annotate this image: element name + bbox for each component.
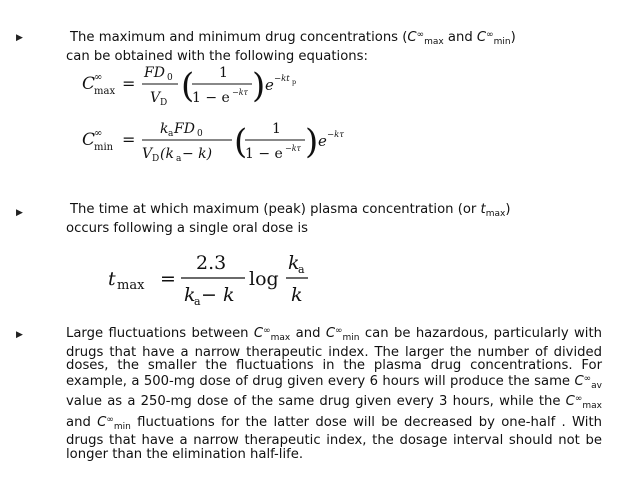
cmax-tail-e: e xyxy=(265,76,274,94)
paragraph-2 xyxy=(66,203,602,235)
cmin-den1-rest: (k xyxy=(160,146,174,162)
cmax-tail-sup: −kt xyxy=(274,74,290,84)
tmax-num2: k xyxy=(288,252,300,274)
cmin-den1-rest-sub: a xyxy=(176,154,182,164)
p3-inf3: ∞ xyxy=(583,373,592,384)
cmin-den1-tail: − k) xyxy=(182,146,213,162)
cmax-den2: 1 − e xyxy=(192,90,230,106)
tmax-den1-rest: − k xyxy=(201,284,235,306)
equation-cmin xyxy=(82,118,382,170)
cmin-rparen: ) xyxy=(305,122,319,162)
tmax-den1-sub: a xyxy=(194,295,201,308)
p2-line2: occurs following a single oral dose is xyxy=(66,220,308,236)
cmin-lhs-sub: min xyxy=(94,142,114,153)
tmax-lhs-sub: max xyxy=(117,278,145,293)
p2-close: ) xyxy=(505,202,511,217)
bullet-3-icon: ▶ xyxy=(16,330,23,340)
p1-intro: The maximum and minimum drug concentrations ( xyxy=(70,30,408,45)
cmax-num2: 1 xyxy=(219,65,228,81)
p1-min: min xyxy=(493,37,511,47)
p3-inf5: ∞ xyxy=(106,414,114,425)
cmin-num1-rest: FD xyxy=(174,121,195,137)
equation-tmax xyxy=(108,245,328,315)
cmin-lhs-c: C xyxy=(82,130,96,150)
cmax-num1-sub: 0 xyxy=(167,73,173,83)
p1-c2: C xyxy=(476,30,487,45)
cmin-num2: 1 xyxy=(272,121,281,137)
cmin-num1-sub: a xyxy=(168,129,174,139)
cmax-den1-sub: D xyxy=(160,98,168,108)
cmin-num1-k: k xyxy=(160,121,169,137)
p1-inf2: ∞ xyxy=(486,30,494,40)
p2-t: t xyxy=(480,202,486,217)
cmin-den1: V xyxy=(142,146,153,162)
p3-inf2: ∞ xyxy=(335,326,343,336)
p1-inf: ∞ xyxy=(416,30,425,40)
cmax-den2-sup: −kτ xyxy=(232,88,248,97)
tmax-den1-k: k xyxy=(184,284,196,306)
p3-text-a: Large fluctuations between xyxy=(66,326,254,341)
cmin-num1-rest-sub: 0 xyxy=(197,129,203,139)
cmin-lparen: ( xyxy=(234,122,248,162)
tmax-num2-sub: a xyxy=(298,263,305,276)
p2-max: max xyxy=(485,209,506,219)
cmax-lhs-inf: ∞ xyxy=(94,72,103,83)
paragraph-1 xyxy=(66,29,602,63)
cmin-den1-sub: D xyxy=(152,154,160,164)
p3-c2: C xyxy=(325,326,336,341)
p3-max2: max xyxy=(582,401,602,411)
cmax-tail-sup-sub: p xyxy=(292,78,297,86)
p3-and1: and xyxy=(290,326,326,341)
tmax-log: log xyxy=(249,268,279,290)
tmax-num1: 2.3 xyxy=(196,252,227,274)
p1-c: C xyxy=(407,30,417,45)
cmin-lhs-inf: ∞ xyxy=(94,128,103,139)
cmax-lhs-c: C xyxy=(82,74,96,94)
p3-inf4: ∞ xyxy=(574,394,583,404)
cmax-num1: FD xyxy=(144,65,165,81)
p3-text-b: can be hazardous, particularly with drugs that have a narrow therapeutic index. The larger the number of divided doses, the smaller the fluctuations in the plasma drug concentrations. For example, a 500-mg dose of drug given every 6 hours will produce the same xyxy=(66,326,602,389)
p1-and: and xyxy=(443,30,477,45)
bullet-2-icon: ▶ xyxy=(16,208,23,218)
p3-c3: C xyxy=(574,373,584,389)
p3-max1: max xyxy=(270,333,291,343)
bullet-1-icon: ▶ xyxy=(16,33,23,43)
cmin-eq: = xyxy=(122,130,136,149)
p2-intro: The time at which maximum (peak) plasma concentration (or xyxy=(70,202,481,217)
cmin-tail-e: e xyxy=(318,132,327,150)
paragraph-3 xyxy=(66,325,602,461)
p3-min1: min xyxy=(342,333,360,343)
cmax-eq: = xyxy=(122,74,136,93)
p3-c5: C xyxy=(97,414,107,430)
p3-inf1: ∞ xyxy=(263,326,271,336)
p3-av: av xyxy=(591,380,602,391)
cmax-lparen: ( xyxy=(181,66,195,106)
tmax-lhs-t: t xyxy=(108,268,116,290)
p3-and2: and xyxy=(66,414,98,430)
cmax-den1: V xyxy=(150,90,161,106)
p3-text-d: fluctuations for the latter dose will be decreased by one-half . With drugs that have a narrow therapeutic index, the dosage interval should not be longer than the elimination half-life. xyxy=(66,414,602,462)
cmin-den2: 1 − e xyxy=(245,146,283,162)
cmin-tail-sup: −kτ xyxy=(327,130,344,140)
equation-cmax xyxy=(82,62,362,114)
tmax-eq: = xyxy=(160,268,176,290)
cmin-den2-sup: −kτ xyxy=(285,144,301,153)
p3-c1: C xyxy=(253,326,264,341)
p3-min2: min xyxy=(113,421,131,432)
p3-c4: C xyxy=(565,394,575,409)
tmax-den2: k xyxy=(291,284,303,306)
p1-close: ) xyxy=(510,30,516,45)
cmax-lhs-sub: max xyxy=(94,86,116,97)
p3-text-c: value as a 250-mg dose of the same drug given every 3 hours, while the xyxy=(66,394,566,409)
p1-max: max xyxy=(424,37,444,47)
p1-line2: can be obtained with the following equations: xyxy=(66,48,368,64)
cmax-rparen: ) xyxy=(252,66,266,106)
